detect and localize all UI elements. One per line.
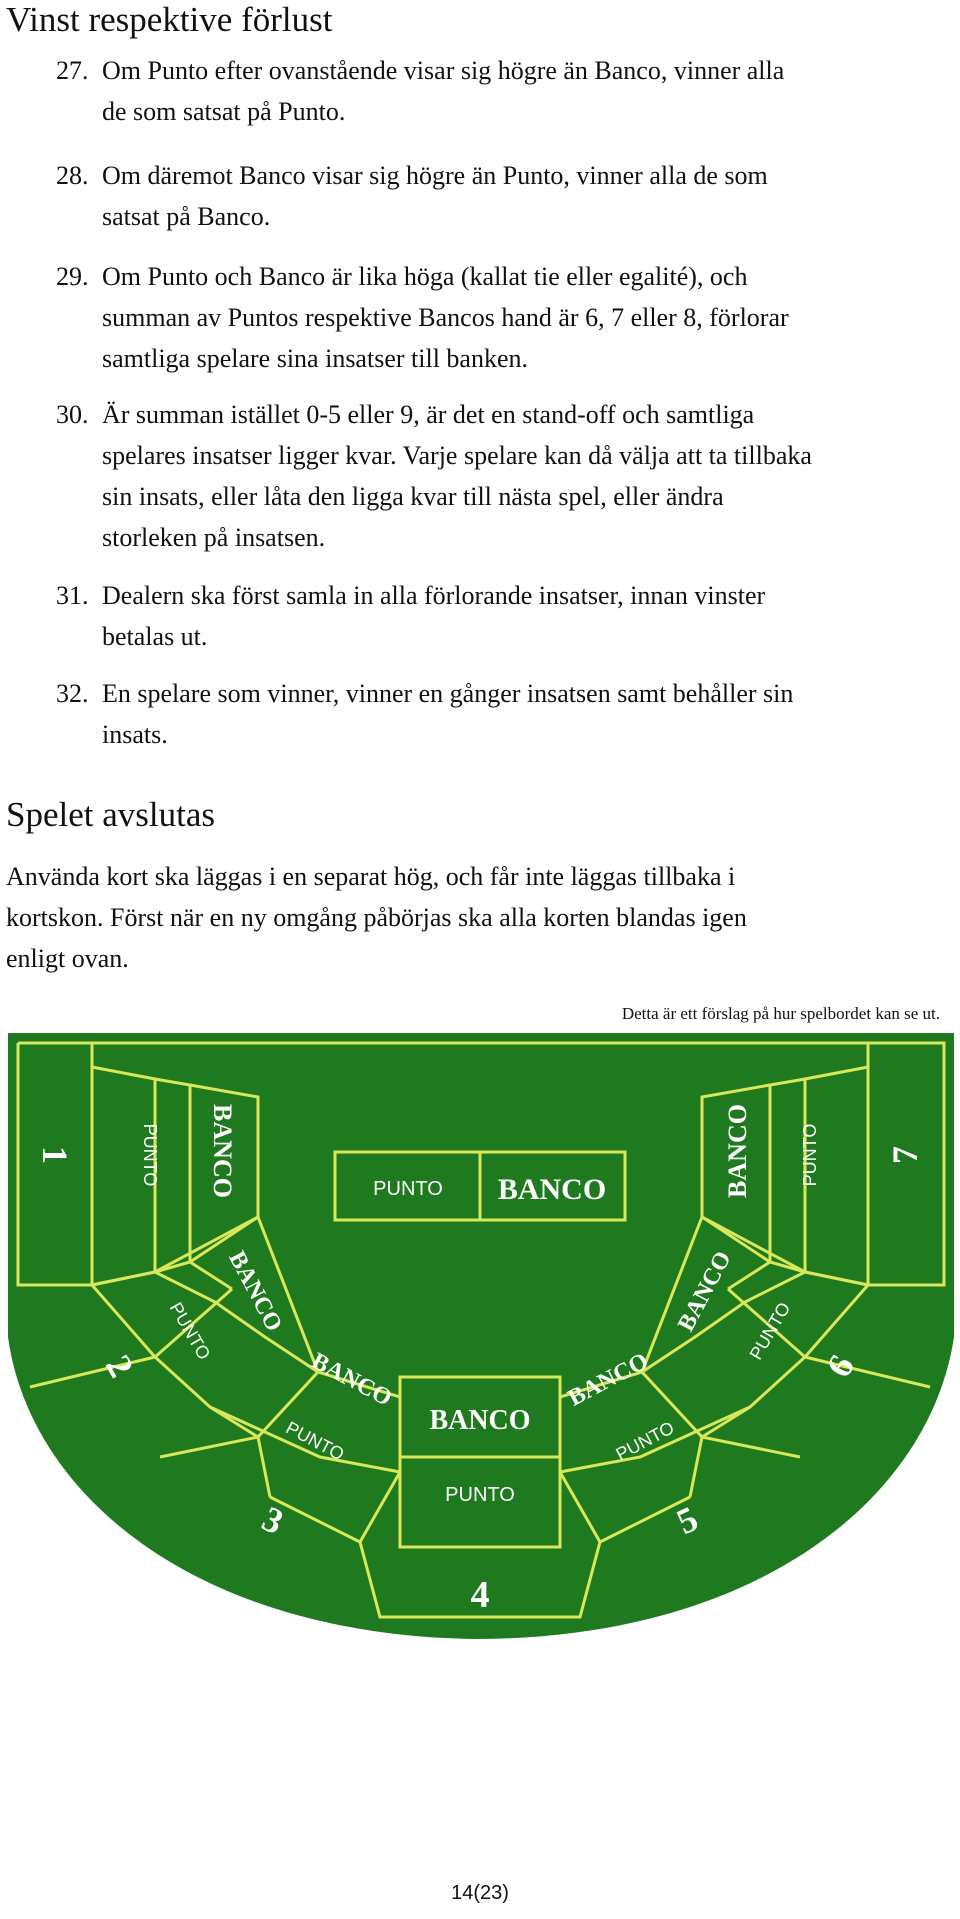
- seat-number-6: 6: [818, 1348, 863, 1384]
- rule-line: betalas ut.: [102, 622, 208, 651]
- rule-line: de som satsat på Punto.: [102, 97, 346, 126]
- rule-number: 30.: [56, 400, 89, 429]
- rule-text: [102, 673, 952, 755]
- banco-label-4: BANCO: [429, 1405, 531, 1436]
- rule-number: 28.: [56, 161, 89, 190]
- baccarat-table-diagram: [0, 1027, 960, 1644]
- punto-label-7: PUNTO: [800, 1123, 820, 1187]
- seat-number-7: 7: [885, 1146, 925, 1164]
- punto-label-4: PUNTO: [445, 1484, 515, 1506]
- rule-number: 32.: [56, 679, 89, 708]
- rule-line: Är summan istället 0-5 eller 9, är det en stand-off och samtliga: [102, 400, 755, 429]
- rule-number: 31.: [56, 581, 89, 610]
- rule-line: Om däremot Banco visar sig högre än Punto, vinner alla de som: [102, 161, 768, 190]
- section-title-avslutas: Spelet avslutas: [6, 795, 215, 834]
- page-number: 14(23): [451, 1882, 509, 1904]
- banco-label-1: BANCO: [208, 1104, 237, 1198]
- section-title-vinst: Vinst respektive förlust: [6, 0, 333, 39]
- seat-number-3: 3: [256, 1498, 290, 1543]
- rule-line: Om Punto efter ovanstående visar sig högre än Banco, vinner alla: [102, 56, 785, 85]
- paragraph-line: Använda kort ska läggas i en separat hög, och får inte läggas tillbaka i: [6, 862, 736, 891]
- rule-line: Om Punto och Banco är lika höga (kallat tie eller egalité), och: [102, 262, 748, 291]
- rule-line: summan av Puntos respektive Bancos hand är 6, 7 eller 8, förlorar: [102, 303, 789, 332]
- rule-line: samtliga spelare sina insatser till banken.: [102, 344, 528, 373]
- banco-label-6: BANCO: [673, 1247, 737, 1336]
- seat-number-4: 4: [470, 1574, 490, 1616]
- rule-line: spelares insatser ligger kvar. Varje spelare kan då välja att ta tillbaka: [102, 441, 812, 470]
- rule-text: [102, 394, 952, 558]
- rule-text: [102, 575, 952, 657]
- banco-label-7: BANCO: [723, 1104, 752, 1198]
- punto-label-2: PUNTO: [165, 1298, 215, 1364]
- seat-number-2: 2: [97, 1348, 142, 1384]
- rule-text: [102, 256, 952, 379]
- rule-line: storleken på insatsen.: [102, 523, 326, 552]
- punto-label-6: PUNTO: [745, 1298, 795, 1364]
- rule-line: insats.: [102, 720, 168, 749]
- rule-number: 27.: [56, 56, 89, 85]
- paragraph-line: enligt ovan.: [6, 944, 129, 973]
- banco-label-3: BANCO: [307, 1348, 396, 1412]
- punto-label-5: PUNTO: [612, 1417, 678, 1465]
- rule-text: [102, 155, 952, 237]
- paragraph-line: kortskon. Först när en ny omgång påbörjas ska alla korten blandas igen: [6, 903, 747, 932]
- rule-line: sin insats, eller låta den ligga kvar till nästa spel, eller ändra: [102, 482, 724, 511]
- center-banco-label: BANCO: [497, 1173, 607, 1206]
- rule-line: En spelare som vinner, vinner en gånger insatsen samt behåller sin: [102, 679, 794, 708]
- punto-label-3: PUNTO: [282, 1417, 348, 1465]
- table-caption: Detta är ett förslag på hur spelbordet kan se ut.: [621, 1004, 940, 1023]
- rule-line: satsat på Banco.: [102, 202, 271, 231]
- banco-label-2: BANCO: [223, 1247, 287, 1336]
- seat-number-1: 1: [35, 1146, 75, 1164]
- paragraph-avslutas: [6, 856, 946, 979]
- punto-label-1: PUNTO: [140, 1123, 160, 1187]
- seat-number-5: 5: [670, 1498, 704, 1543]
- rule-line: Dealern ska först samla in alla förlorande insatser, innan vinster: [102, 581, 766, 610]
- rule-text: [102, 50, 952, 132]
- rule-number: 29.: [56, 262, 89, 291]
- center-punto-label: PUNTO: [373, 1178, 443, 1200]
- banco-label-5: BANCO: [564, 1348, 653, 1412]
